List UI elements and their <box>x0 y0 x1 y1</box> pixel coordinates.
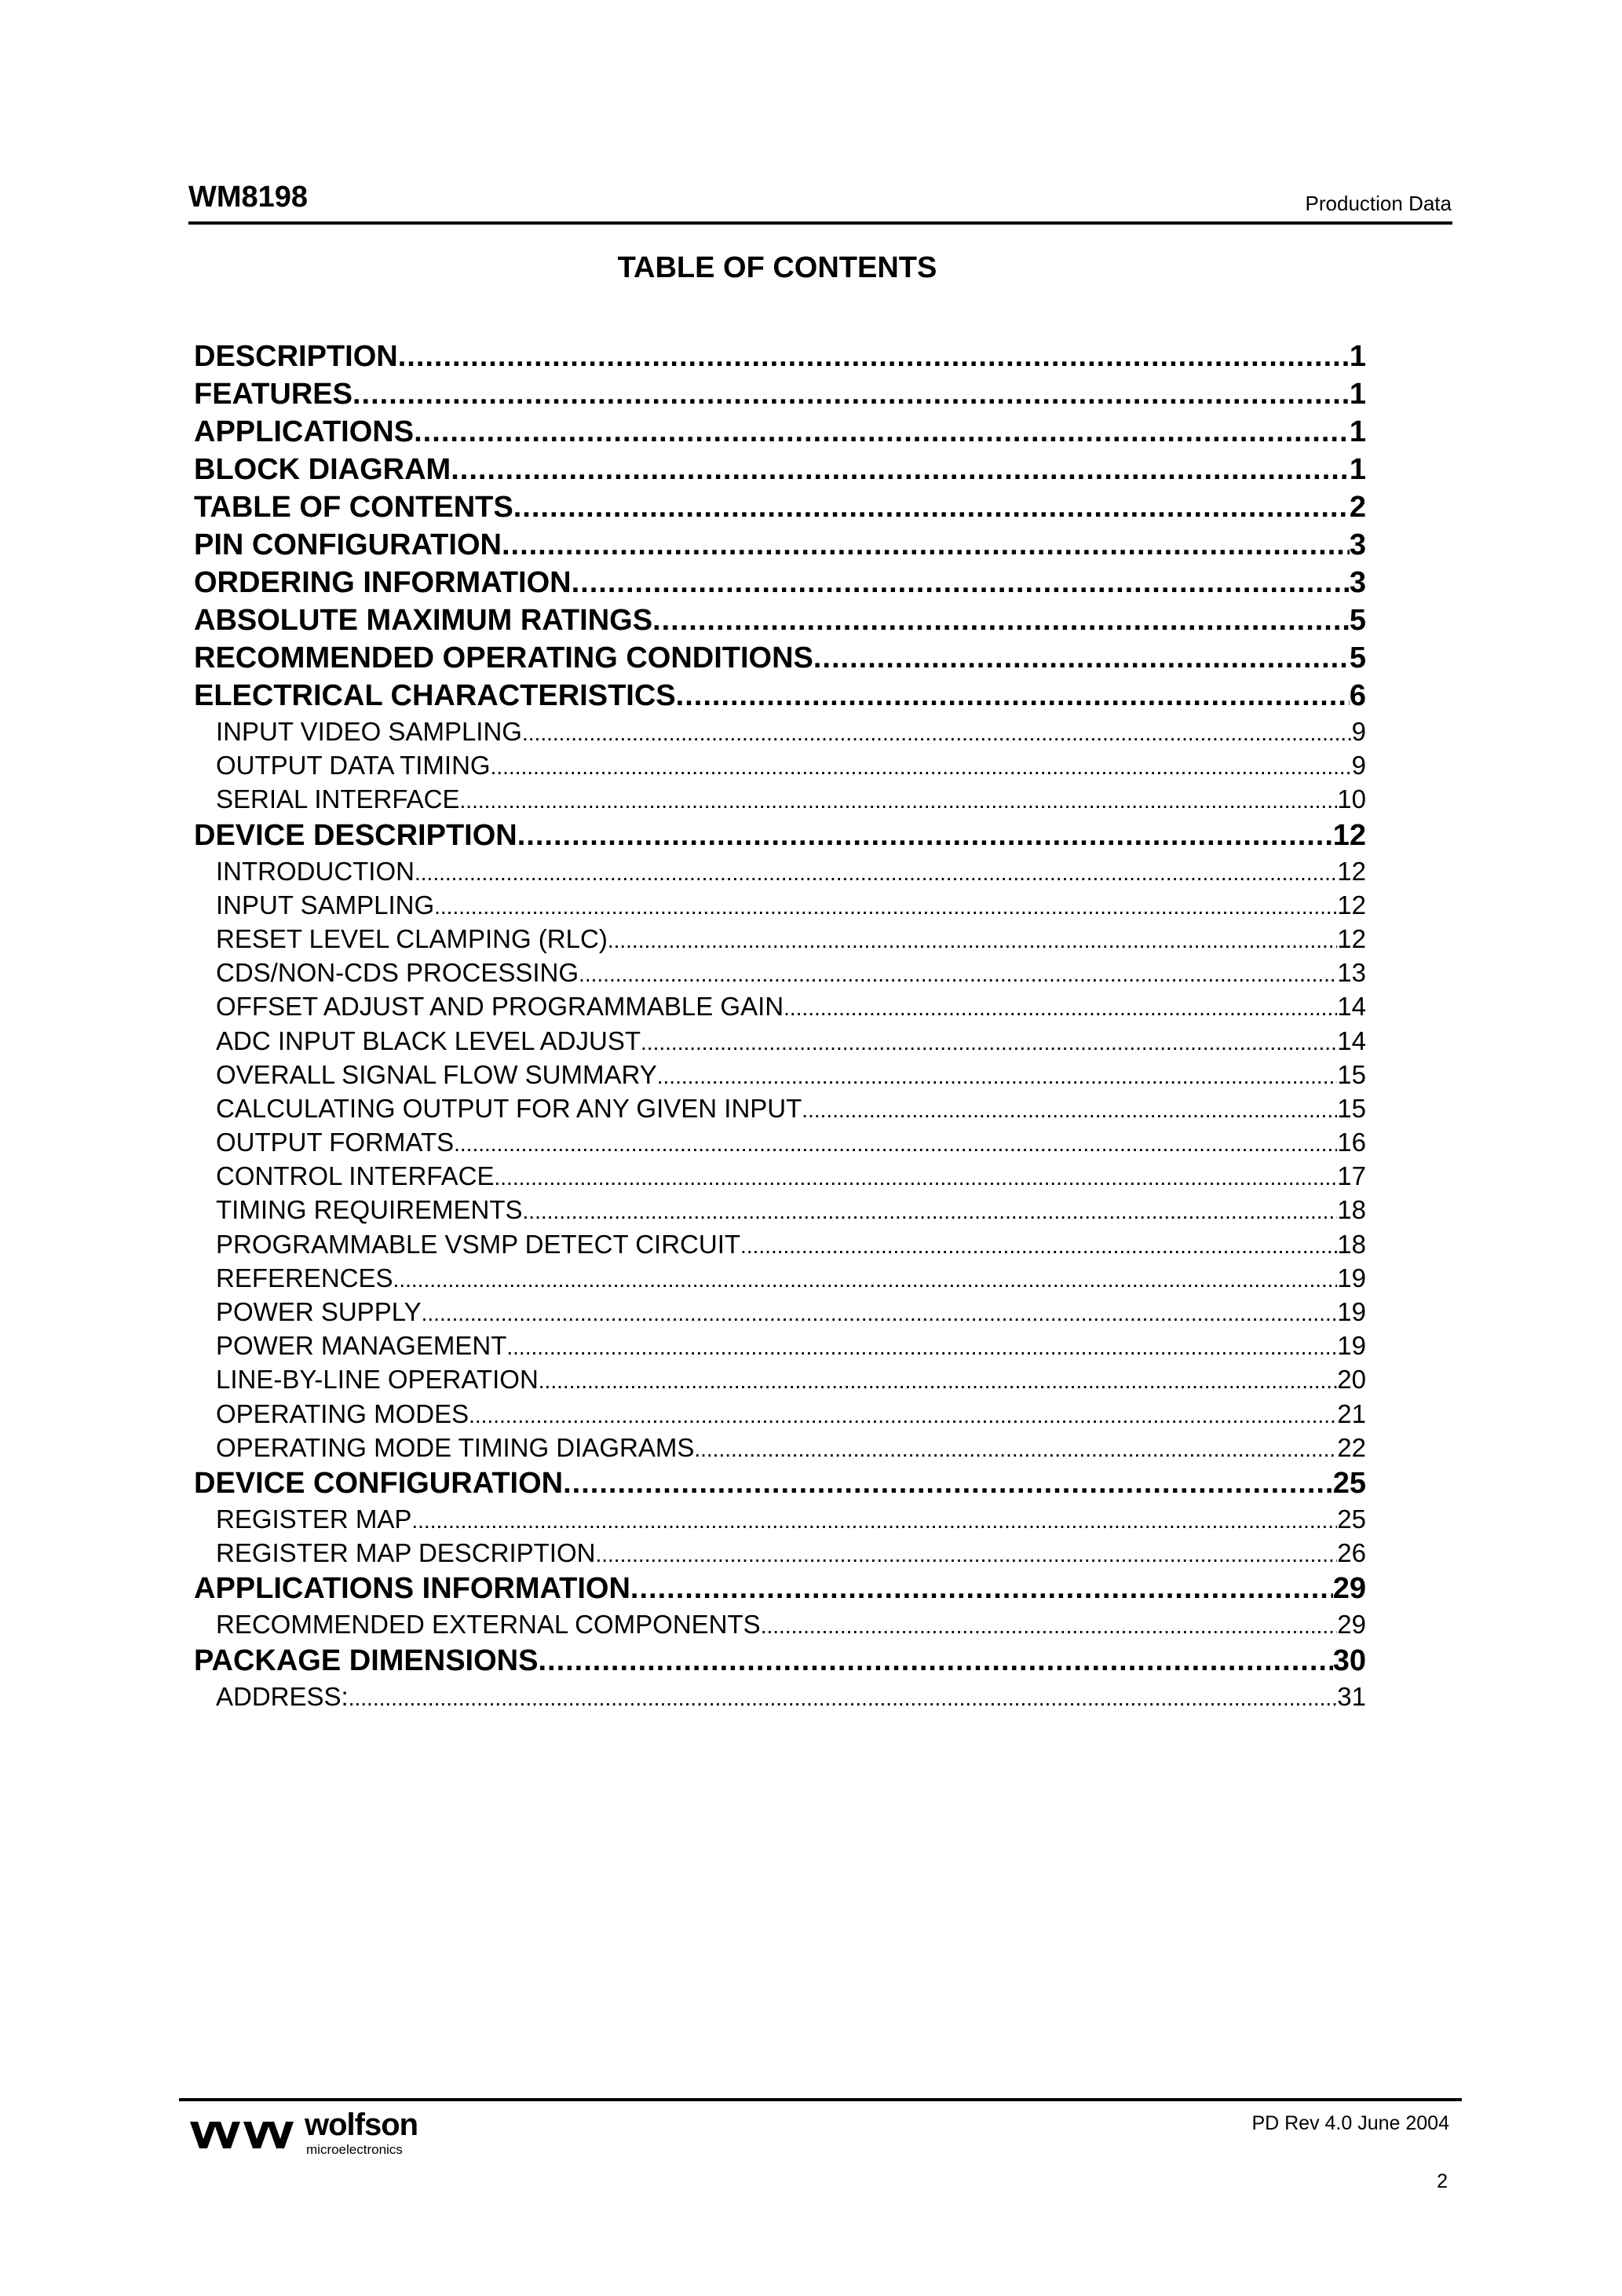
toc-entry-label: OUTPUT DATA TIMING <box>216 751 491 781</box>
toc-entry-label: POWER MANAGEMENT <box>216 1331 507 1361</box>
toc-leader-dots <box>761 1609 1338 1641</box>
toc-leader-dots <box>657 1059 1338 1091</box>
toc-subsection-entry[interactable] <box>194 1024 1366 1058</box>
toc-leader-dots <box>522 716 1352 748</box>
toc-leader-dots <box>595 1537 1337 1570</box>
toc-entry-label: TABLE OF CONTENTS <box>194 491 513 524</box>
toc-section-entry[interactable] <box>194 639 1366 677</box>
toc-leader-dots <box>502 526 1350 564</box>
toc-entry-label: DEVICE DESCRIPTION <box>194 818 517 852</box>
toc-entry-label: RECOMMENDED EXTERNAL COMPONENTS <box>216 1610 761 1640</box>
toc-entry-page: 16 <box>1337 1128 1366 1157</box>
toc-entry-page: 17 <box>1337 1161 1366 1191</box>
toc-entry-label: PROGRAMMABLE VSMP DETECT CIRCUIT <box>216 1229 741 1259</box>
toc-entry-page: 19 <box>1337 1331 1366 1361</box>
toc-leader-dots <box>451 451 1350 488</box>
toc-entry-label: REGISTER MAP <box>216 1504 412 1534</box>
toc-leader-dots <box>523 1194 1338 1227</box>
toc-entry-page: 3 <box>1349 566 1366 599</box>
toc-section-entry[interactable] <box>194 677 1366 715</box>
toc-leader-dots <box>422 1296 1338 1329</box>
toc-entry-label: ELECTRICAL CHARACTERISTICS <box>194 679 676 712</box>
toc-subsection-entry[interactable] <box>194 1091 1366 1125</box>
toc-leader-dots <box>494 1161 1337 1193</box>
toc-subsection-entry[interactable] <box>194 1362 1366 1396</box>
toc-leader-dots <box>411 1504 1337 1536</box>
toc-entry-page: 25 <box>1332 1466 1366 1500</box>
page-number: 2 <box>1437 2170 1448 2192</box>
toc-subsection-entry[interactable] <box>194 1329 1366 1362</box>
toc-entry-page: 29 <box>1337 1610 1366 1640</box>
toc-entry-page: 20 <box>1337 1365 1366 1395</box>
footer-rule <box>179 2098 1462 2101</box>
toc-leader-dots <box>572 564 1350 601</box>
toc-entry-label: PIN CONFIGURATION <box>194 528 502 561</box>
toc-leader-dots <box>539 1364 1338 1396</box>
toc-entry-page: 19 <box>1337 1297 1366 1326</box>
toc-leader-dots <box>506 1330 1337 1362</box>
toc-leader-dots <box>802 1093 1337 1125</box>
toc-leader-dots <box>641 1026 1337 1058</box>
toc-subsection-entry[interactable] <box>194 1159 1366 1193</box>
toc-entry-label: CALCULATING OUTPUT FOR ANY GIVEN INPUT <box>216 1093 802 1123</box>
toc-entry-label: DESCRIPTION <box>194 340 398 373</box>
toc-entry-label: APPLICATIONS <box>194 415 415 448</box>
toc-leader-dots <box>414 413 1350 451</box>
logo-wordmark: wolfson <box>305 2108 418 2142</box>
toc-entry-page: 5 <box>1349 642 1366 675</box>
toc-subsection-entry[interactable] <box>194 956 1366 989</box>
toc-subsection-entry[interactable] <box>194 922 1366 956</box>
toc-leader-dots <box>608 923 1337 956</box>
toc-subsection-entry[interactable] <box>194 1502 1366 1536</box>
toc-entry-page: 18 <box>1337 1229 1366 1259</box>
toc-entry-page: 26 <box>1337 1538 1366 1568</box>
toc-entry-page: 12 <box>1337 923 1366 953</box>
toc-entry-page: 3 <box>1349 528 1366 561</box>
wolfson-logo <box>188 2108 455 2159</box>
toc-section-entry[interactable] <box>194 601 1366 639</box>
toc-subsection-entry[interactable] <box>194 1536 1366 1570</box>
toc-entry-page: 12 <box>1337 890 1366 919</box>
toc-entry-page: 22 <box>1337 1432 1366 1462</box>
toc-section-entry[interactable] <box>194 488 1366 526</box>
toc-entry-page: 14 <box>1337 1026 1366 1055</box>
toc-leader-dots <box>491 750 1352 782</box>
toc-section-entry[interactable] <box>194 338 1366 375</box>
toc-entry-label: ABSOLUTE MAXIMUM RATINGS <box>194 604 653 637</box>
document-id: WM8198 <box>188 181 309 214</box>
toc-entry-label: OFFSET ADJUST AND PROGRAMMABLE GAIN <box>216 992 784 1022</box>
toc-entry-label: OPERATING MODE TIMING DIAGRAMS <box>216 1432 695 1462</box>
toc-leader-dots <box>740 1229 1337 1261</box>
toc-entry-page: 18 <box>1337 1195 1366 1225</box>
toc-leader-dots <box>517 817 1333 854</box>
toc-subsection-entry[interactable] <box>194 1261 1366 1295</box>
toc-leader-dots <box>460 784 1338 816</box>
toc-leader-dots <box>630 1570 1333 1607</box>
toc-section-entry[interactable] <box>194 413 1366 451</box>
toc-entry-label: OPERATING MODES <box>216 1398 469 1428</box>
toc-leader-dots <box>353 375 1350 413</box>
toc-entry-page: 31 <box>1337 1681 1366 1711</box>
toc-leader-dots <box>813 639 1350 677</box>
toc-section-entry[interactable] <box>194 1642 1366 1680</box>
toc-entry-page: 9 <box>1351 751 1366 781</box>
toc-leader-dots <box>454 1127 1337 1159</box>
toc-subsection-entry[interactable] <box>194 748 1366 782</box>
toc-leader-dots <box>393 1263 1338 1295</box>
toc-entry-label: CDS/NON-CDS PROCESSING <box>216 958 579 988</box>
toc-section-entry[interactable] <box>194 817 1366 854</box>
toc-section-entry[interactable] <box>194 375 1366 413</box>
toc-subsection-entry[interactable] <box>194 888 1366 922</box>
toc-subsection-entry[interactable] <box>194 782 1366 816</box>
toc-subsection-entry[interactable] <box>194 715 1366 748</box>
toc-entry-label: INTRODUCTION <box>216 856 415 886</box>
toc-entry-page: 13 <box>1337 958 1366 988</box>
toc-leader-dots <box>349 1681 1338 1713</box>
toc-leader-dots <box>784 991 1337 1023</box>
toc-entry-page: 1 <box>1349 415 1366 448</box>
toc-entry-page: 6 <box>1349 679 1366 712</box>
toc-leader-dots <box>415 856 1337 888</box>
toc-subsection-entry[interactable] <box>194 854 1366 888</box>
toc-entry-label: LINE-BY-LINE OPERATION <box>216 1365 539 1395</box>
toc-leader-dots <box>434 890 1337 922</box>
toc-entry-page: 21 <box>1337 1398 1366 1428</box>
toc-subsection-entry[interactable] <box>194 1125 1366 1159</box>
toc-entry-label: REFERENCES <box>216 1263 393 1292</box>
toc-leader-dots <box>513 488 1350 526</box>
toc-leader-dots <box>579 957 1337 989</box>
toc-entry-label: DEVICE CONFIGURATION <box>194 1466 564 1500</box>
toc-subsection-entry[interactable] <box>194 1431 1366 1464</box>
toc-subsection-entry[interactable] <box>194 1058 1366 1091</box>
document-status: Production Data <box>1305 192 1452 215</box>
toc-entry-page: 5 <box>1349 604 1366 637</box>
toc-section-entry[interactable] <box>194 526 1366 564</box>
toc-entry-page: 15 <box>1337 1093 1366 1123</box>
toc-heading: TABLE OF CONTENTS <box>617 251 937 284</box>
toc-entry-label: RESET LEVEL CLAMPING (RLC) <box>216 923 608 953</box>
toc-entry-page: 1 <box>1349 340 1366 373</box>
header-rule <box>188 221 1452 225</box>
toc-entry-page: 12 <box>1332 818 1366 852</box>
toc-entry-label: INPUT SAMPLING <box>216 890 435 919</box>
toc-entry-page: 2 <box>1349 491 1366 524</box>
toc-leader-dots <box>398 338 1350 375</box>
toc-entry-page: 12 <box>1337 856 1366 886</box>
toc-entry-label: APPLICATIONS INFORMATION <box>194 1572 630 1606</box>
toc-subsection-entry[interactable] <box>194 1397 1366 1431</box>
toc-entry-label: BLOCK DIAGRAM <box>194 453 451 486</box>
toc-entry-label: ORDERING INFORMATION <box>194 566 572 599</box>
revision-info: PD Rev 4.0 June 2004 <box>1251 2112 1449 2134</box>
toc-entry-page: 30 <box>1332 1643 1366 1677</box>
toc-entry-page: 10 <box>1337 784 1366 814</box>
toc-leader-dots <box>563 1464 1333 1502</box>
toc-entry-label: REGISTER MAP DESCRIPTION <box>216 1538 596 1568</box>
toc-entry-label: PACKAGE DIMENSIONS <box>194 1643 539 1677</box>
toc-entry-label: INPUT VIDEO SAMPLING <box>216 717 522 746</box>
toc-entry-label: ADC INPUT BLACK LEVEL ADJUST <box>216 1026 641 1055</box>
toc-subsection-entry[interactable] <box>194 1193 1366 1227</box>
toc-subsection-entry[interactable] <box>194 989 1366 1023</box>
toc-entry-page: 1 <box>1349 378 1366 411</box>
toc-entry-label: CONTROL INTERFACE <box>216 1161 495 1191</box>
toc-section-entry[interactable] <box>194 1464 1366 1502</box>
toc-entry-label: POWER SUPPLY <box>216 1297 422 1326</box>
toc-subsection-entry[interactable] <box>194 1680 1366 1713</box>
toc-entry-page: 9 <box>1351 717 1366 746</box>
toc-entry-label: FEATURES <box>194 378 353 411</box>
wolfson-wave-icon <box>188 2119 300 2152</box>
toc-subsection-entry[interactable] <box>194 1607 1366 1641</box>
toc-entry-label: TIMING REQUIREMENTS <box>216 1195 523 1225</box>
toc-entry-label: OVERALL SIGNAL FLOW SUMMARY <box>216 1059 657 1089</box>
toc-entry-page: 29 <box>1332 1572 1366 1606</box>
toc-leader-dots <box>538 1642 1332 1680</box>
table-of-contents <box>194 338 1366 1713</box>
toc-entry-label: OUTPUT FORMATS <box>216 1128 455 1157</box>
toc-leader-dots <box>652 601 1350 639</box>
toc-entry-page: 14 <box>1337 992 1366 1022</box>
toc-entry-label: RECOMMENDED OPERATING CONDITIONS <box>194 642 813 675</box>
toc-section-entry[interactable] <box>194 451 1366 488</box>
toc-entry-page: 15 <box>1337 1059 1366 1089</box>
toc-subsection-entry[interactable] <box>194 1227 1366 1261</box>
toc-entry-page: 1 <box>1349 453 1366 486</box>
toc-entry-page: 19 <box>1337 1263 1366 1292</box>
toc-entry-label: ADDRESS: <box>216 1681 349 1711</box>
toc-leader-dots <box>469 1398 1337 1431</box>
logo-subtitle: microelectronics <box>306 2142 403 2157</box>
toc-entry-page: 25 <box>1337 1504 1366 1534</box>
toc-leader-dots <box>694 1432 1337 1464</box>
toc-subsection-entry[interactable] <box>194 1295 1366 1329</box>
toc-section-entry[interactable] <box>194 1570 1366 1607</box>
toc-leader-dots <box>676 677 1350 715</box>
toc-section-entry[interactable] <box>194 564 1366 601</box>
toc-entry-label: SERIAL INTERFACE <box>216 784 460 814</box>
